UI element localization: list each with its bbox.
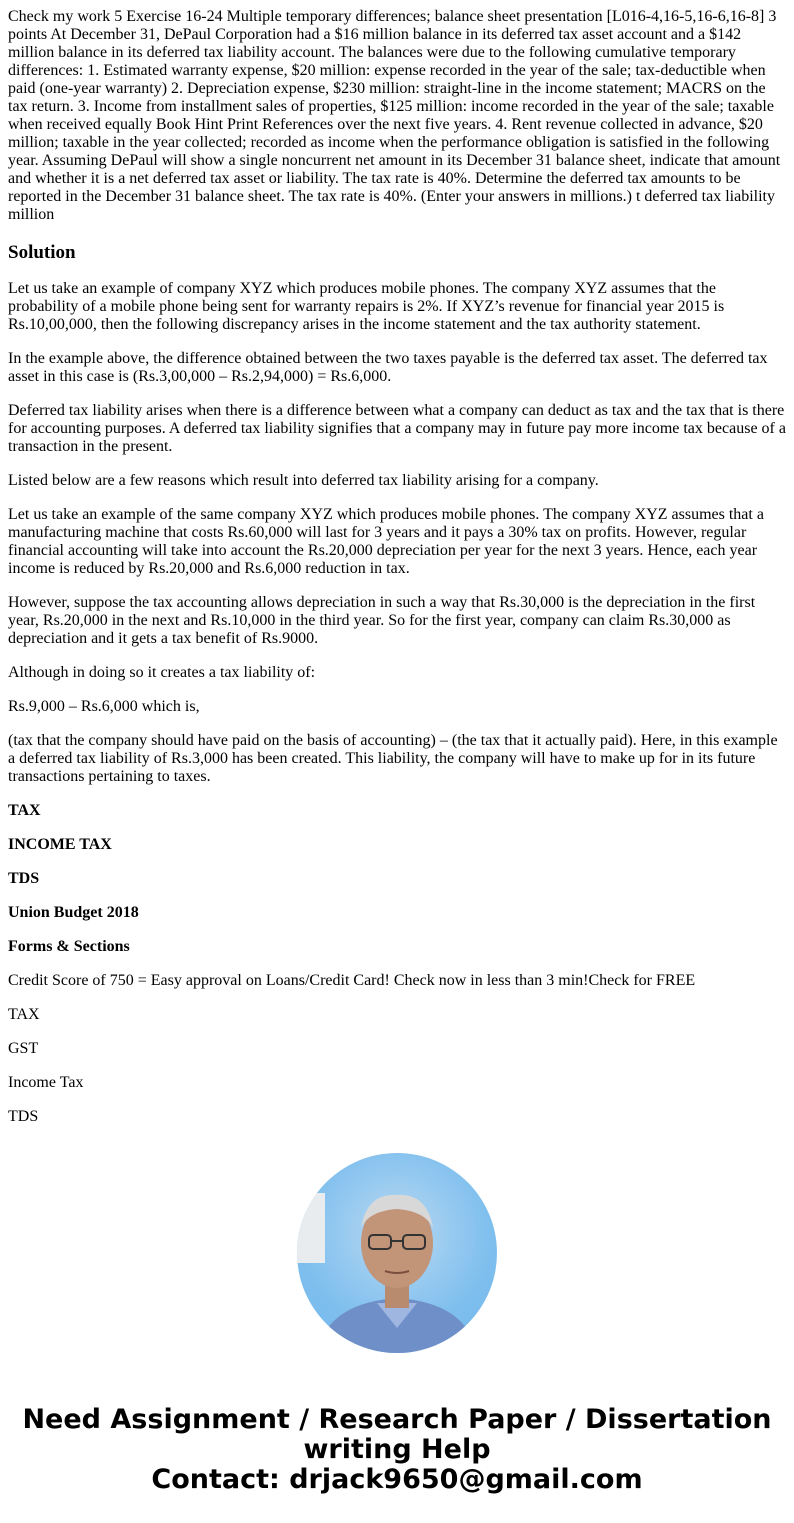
paragraph: Listed below are a few reasons which result into deferred tax liability arising for a company. — [8, 472, 599, 489]
paragraph: Although in doing so it creates a tax liability of: — [8, 664, 316, 681]
link-income-tax[interactable]: Income Tax — [8, 1074, 84, 1091]
paragraph: However, suppose the tax accounting allows depreciation in such a way that Rs.30,000 is the depreciation in the first year, Rs.20,000 in the next and Rs.10,000 in the third year. So for the first year, company can claim Rs.30,000 as depreciation and it gets a tax benefit of Rs.9000. — [8, 594, 756, 647]
footer-banner — [0, 1405, 794, 1495]
paragraph: Let us take an example of the same company XYZ which produces mobile phones. The company XYZ assumes that a manufacturing machine that costs Rs.60,000 will last for 3 years and it pays a 30% tax on profits. However, regular financial accounting will take into account the Rs.20,000 depreciation per year for the next 3 years. Hence, each year income is reduced by Rs.20,000 and Rs.6,000 reduction in tax. — [8, 506, 764, 577]
paragraph: In the example above, the difference obtained between the two taxes payable is the deferred tax asset. The deferred tax asset in this case is (Rs.3,00,000 – Rs.2,94,000) = Rs.6,000. — [8, 350, 768, 385]
category-link-tds[interactable]: TDS — [8, 870, 40, 887]
link-tax[interactable]: TAX — [8, 1006, 40, 1023]
promo-text[interactable]: Credit Score of 750 = Easy approval on Loans/Credit Card! Check now in less than 3 min!Check for FREE — [8, 972, 696, 989]
footer-help-text: Need Assignment / Research Paper / Dissertation writing Help — [22, 1404, 772, 1465]
link-tds[interactable]: TDS — [8, 1108, 39, 1123]
category-link-tax[interactable]: TAX — [8, 802, 41, 819]
paragraph: Let us take an example of company XYZ which produces mobile phones. The company XYZ assumes that the probability of a mobile phone being sent for warranty repairs is 2%. If XYZ’s revenue for financial year 2015 is Rs.10,00,000, then the following discrepancy arises in the income statement and the tax authority statement. — [8, 280, 725, 333]
solution-heading: Solution — [8, 242, 76, 263]
question-text: Check my work 5 Exercise 16-24 Multiple temporary differences; balance sheet presentation [L016-4,16-5,16-6,16-8] 3 points At December 31, DePaul Corporation had a $16 million balance in its deferred tax asset account and a $142 million balance in its deferred tax liability account. The balances were due to the following cumulative temporary differences: 1. Estimated warranty expense, $20 million: expense recorded in the year of the sale; tax-deductible when paid (one-year warranty) 2. Depreciation expense, $230 million: straight-line in the income statement; MACRS on the tax return. 3. Income from installment sales of properties, $125 million: income recorded in the year of the sale; taxable when received equally Book Hint Print References over the next five years. 4. Rent revenue collected in advance, $20 million; taxable in the year collected; recorded as income when the performance obligation is satisfied in the following year. Assuming DePaul will show a single noncurrent net amount in its December 31 balance sheet, indicate that amount and whether it is a net deferred tax asset or liability. The tax rate is 40%. Determine the deferred tax amounts to be reported in the December 31 balance sheet. The tax rate is 40%. (Enter your answers in millions.) t deferred tax liability million — [8, 8, 781, 223]
link-gst[interactable]: GST — [8, 1040, 39, 1057]
category-link-forms[interactable]: Forms & Sections — [8, 938, 130, 955]
footer-contact: Contact: drjack9650@gmail.com — [151, 1464, 643, 1495]
category-link-income-tax[interactable]: INCOME TAX — [8, 836, 112, 853]
avatar-container — [0, 1153, 794, 1353]
article — [8, 8, 786, 1123]
avatar — [297, 1153, 497, 1353]
paragraph: (tax that the company should have paid on the basis of accounting) – (the tax that it actually paid). Here, in this example a deferred tax liability of Rs.3,000 has been created. This liability, the company will have to make up for in its future transactions pertaining to taxes. — [8, 732, 778, 785]
category-link-union-budget[interactable]: Union Budget 2018 — [8, 904, 139, 921]
person-photo-icon — [297, 1153, 497, 1353]
paragraph: Deferred tax liability arises when there is a difference between what a company can deduct as tax and the tax that is there for accounting purposes. A deferred tax liability signifies that a company may in future pay more income tax because of a transaction in the present. — [8, 402, 786, 455]
paragraph: Rs.9,000 – Rs.6,000 which is, — [8, 698, 200, 715]
